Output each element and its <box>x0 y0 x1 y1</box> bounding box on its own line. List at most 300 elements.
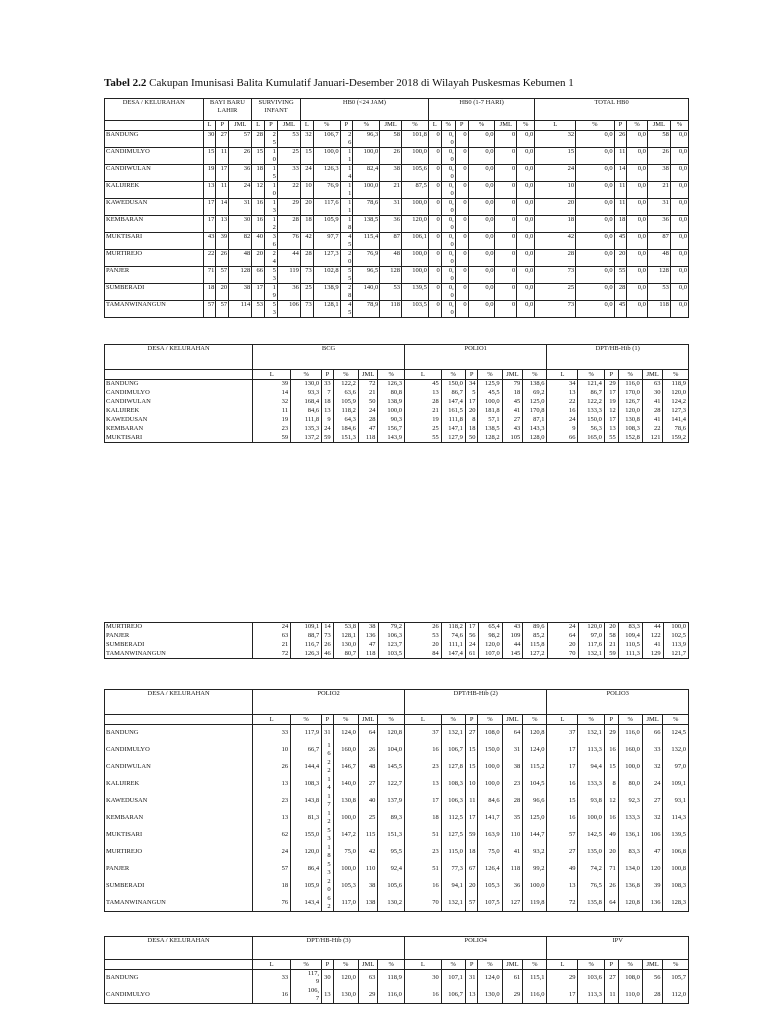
table-cell: 115,2 <box>523 759 547 776</box>
table-cell: 70 <box>547 650 578 659</box>
table-cell: 74,2 <box>578 861 604 878</box>
table-cell: 109 <box>502 632 523 641</box>
table-cell: 0 <box>495 199 517 216</box>
table-row <box>105 182 689 199</box>
table-cell: 23 <box>253 793 291 810</box>
table-cell: 53 <box>277 131 300 148</box>
table-cell: 13 <box>253 810 291 827</box>
table-cell: 20 <box>252 250 265 267</box>
table-cell: 165,0 <box>578 434 604 443</box>
subheader-cell: L <box>404 370 441 380</box>
table-cell: 57 <box>547 827 578 844</box>
table-cell: 102,5 <box>663 632 688 641</box>
table-cell: 19 <box>203 165 216 182</box>
subheader-cell: % <box>478 370 502 380</box>
table-cell: 12 <box>252 182 265 199</box>
table-cell: 0, 0 <box>441 131 455 148</box>
header-polio3: POLIO3 <box>547 690 689 715</box>
table-cell: 0,0 <box>468 233 495 250</box>
table-cell: 0,0 <box>468 131 495 148</box>
table-cell: 44 <box>502 641 523 650</box>
table-row <box>105 623 689 632</box>
table-cell: 130,2 <box>378 895 405 912</box>
table-cell: 143,8 <box>291 793 322 810</box>
desa-name: BANDUNG <box>106 380 139 388</box>
table-cell: 108,0 <box>478 725 502 742</box>
table-cell: 17 <box>203 199 216 216</box>
table-cell: 0 <box>495 301 517 318</box>
table-cell: 7 <box>322 389 333 398</box>
table-cell: 55 <box>604 434 618 443</box>
table-cell: 37 <box>547 725 578 742</box>
subheader-cell: P <box>340 121 353 131</box>
table-cell: 100,0 <box>523 878 547 895</box>
table-cell: 87,1 <box>523 416 547 425</box>
table-cell: 105,3 <box>478 878 502 895</box>
desa-name: CANDIMULYO <box>105 148 204 165</box>
table-cell: 0, 0 <box>441 301 455 318</box>
table-cell: 0, 0 <box>441 233 455 250</box>
table-cell: 24 <box>253 844 291 861</box>
table-cell: 0,0 <box>576 301 614 318</box>
subheader-cell: % <box>670 121 688 131</box>
table-cell: 143,9 <box>378 434 405 443</box>
table-cell: 32 <box>535 131 576 148</box>
table-cell: 17 <box>604 389 618 398</box>
table-row <box>105 434 689 443</box>
header-dpt3: DPT/HB-Hib (3) <box>253 937 405 960</box>
table-cell: 2 8 <box>340 284 353 301</box>
subheader-cell: % <box>578 370 604 380</box>
table-cell: 0,0 <box>468 250 495 267</box>
table-cell: 1 4 <box>322 776 333 793</box>
table-cell: 32 <box>300 131 313 148</box>
table-cell: 112,0 <box>663 987 689 1004</box>
table-cell: 117,6 <box>313 199 340 216</box>
table-cell: 0 <box>495 284 517 301</box>
table-cell: 14 <box>614 165 627 182</box>
table-row <box>105 407 689 416</box>
desa-name: KEMBARAN <box>106 814 144 821</box>
table-cell: 109,1 <box>663 776 689 793</box>
desa-name: PANJER <box>106 865 130 872</box>
table-cell: 106 <box>642 827 663 844</box>
table-cell: 27 <box>604 970 618 987</box>
table-cell: 43 <box>502 623 523 632</box>
table-cell: 0,0 <box>627 131 647 148</box>
table-cell: 38 <box>358 878 378 895</box>
table-cell: 26 <box>647 148 670 165</box>
subheader-blank <box>105 370 253 380</box>
table-cell: 18 <box>404 810 441 827</box>
table-row <box>105 131 689 148</box>
subheader-cell: % <box>313 121 340 131</box>
table-cell: 15 <box>300 148 313 165</box>
table-cell: 0,0 <box>517 267 535 284</box>
subheader-cell: % <box>378 715 405 725</box>
table-cell: 181,8 <box>478 407 502 416</box>
table-cell: 96,5 <box>353 267 380 284</box>
t4-body <box>105 970 689 1004</box>
table-cell: 20 <box>614 250 627 267</box>
table-cell: 27 <box>465 725 478 742</box>
table-cell: 0,0 <box>517 301 535 318</box>
table-cell: 100,0 <box>313 148 340 165</box>
table-cell: 117,0 <box>333 895 358 912</box>
table-cell: 31 <box>229 199 252 216</box>
table-cell: 120,8 <box>523 725 547 742</box>
table-cell: 138,6 <box>523 380 547 389</box>
subheader-cell: JML <box>229 121 252 131</box>
table-cell: 127,2 <box>523 650 547 659</box>
table-cell: 11 <box>465 793 478 810</box>
table-cell: 21 <box>358 389 378 398</box>
subheader-cell: % <box>618 960 642 970</box>
table-cell: 105,3 <box>333 878 358 895</box>
table-cell: 30 <box>642 389 663 398</box>
table-cell: 2 0 <box>340 250 353 267</box>
table-cell: 96,3 <box>353 131 380 148</box>
table-cell: 53,8 <box>333 623 358 632</box>
table-cell: 100,0 <box>663 623 688 632</box>
table-cell: 119,8 <box>523 895 547 912</box>
table-cell: 40 <box>358 793 378 810</box>
table-row <box>105 632 689 641</box>
table-cell: 26 <box>404 623 441 632</box>
table-cell: 63 <box>642 380 663 389</box>
table-cell: 126,7 <box>618 398 642 407</box>
table-cell: 29 <box>358 987 378 1004</box>
table-cell: 130,8 <box>333 793 358 810</box>
table-cell: 11 <box>253 407 291 416</box>
table-cell: 64 <box>502 725 523 742</box>
table-cell: 11 <box>614 148 627 165</box>
table-cell: 78,9 <box>353 301 380 318</box>
table-cell: 30 <box>322 970 333 987</box>
caption-label: Tabel 2.2 <box>104 77 147 89</box>
table-cell: 0,0 <box>576 199 614 216</box>
table-cell: 0 <box>428 165 441 182</box>
table-cell: 0, 0 <box>441 182 455 199</box>
table-cell: 0 <box>455 131 468 148</box>
table-cell: 23 <box>502 776 523 793</box>
table-cell: 106 <box>277 301 300 318</box>
t2-subheader <box>105 370 689 380</box>
table-cell: 36 <box>229 165 252 182</box>
table-cell: 1 6 <box>322 742 333 759</box>
subheader-cell: JML <box>502 715 523 725</box>
table-cell: 140,0 <box>353 284 380 301</box>
desa-name: SUMBERADI <box>105 284 204 301</box>
table-cell: 122 <box>642 632 663 641</box>
table-cell: 43 <box>203 233 216 250</box>
table-cell: 97,0 <box>663 759 689 776</box>
table-cell: 20 <box>404 641 441 650</box>
table-cell: 127,8 <box>441 759 465 776</box>
table-cell: 106,1 <box>402 233 429 250</box>
table-cell: 0,0 <box>670 199 688 216</box>
table-cell: 16 <box>547 776 578 793</box>
desa-name: BANDUNG <box>106 974 139 982</box>
table-caption <box>104 77 574 89</box>
subheader-cell: L <box>300 121 313 131</box>
table-cell: 0 <box>428 148 441 165</box>
table-cell: 156,7 <box>378 425 405 434</box>
table-cell: 141,7 <box>478 810 502 827</box>
table-cell: 24 <box>253 623 291 632</box>
table-cell: 128,1 <box>333 632 358 641</box>
subheader-cell: P <box>614 121 627 131</box>
table-cell: 17 <box>604 416 618 425</box>
table-cell: 22 <box>547 398 578 407</box>
desa-name: KEMBARAN <box>105 216 204 233</box>
table-cell: 151,3 <box>378 827 405 844</box>
subheader-cell: L <box>253 370 291 380</box>
table-cell: 135,3 <box>291 425 322 434</box>
table-row <box>105 793 689 810</box>
subheader-cell: L <box>547 960 578 970</box>
table-row <box>105 284 689 301</box>
table-cell: 93,2 <box>523 844 547 861</box>
table-cell: 120 <box>642 861 663 878</box>
table-cell: 9 <box>322 416 333 425</box>
table-cell: 33 <box>277 165 300 182</box>
table-cell: 0 <box>428 301 441 318</box>
table-cell: 28 <box>252 131 265 148</box>
table-cell: 29 <box>604 725 618 742</box>
table-cell: 82,4 <box>353 165 380 182</box>
table-cell: 161,5 <box>441 407 465 416</box>
subheader-cell: L <box>252 121 265 131</box>
table-cell: 0, 0 <box>441 216 455 233</box>
header-desa: DESA / KELURAHAN <box>105 690 253 715</box>
table-cell: 150,0 <box>478 742 502 759</box>
table-cell: 55 <box>404 434 441 443</box>
table-cell: 105,9 <box>313 216 340 233</box>
table-cell: 56 <box>465 632 478 641</box>
desa-name: CANDIWULAN <box>106 398 151 405</box>
header-hb0-24jam: HB0 (<24 JAM) <box>300 99 428 121</box>
table-cell: 100,0 <box>618 759 642 776</box>
table-cell: 113,9 <box>663 641 688 650</box>
subheader-cell: JML <box>642 370 663 380</box>
table-cell: 0,0 <box>576 233 614 250</box>
table-cell: 100,0 <box>353 148 380 165</box>
table-cell: 28 <box>277 216 300 233</box>
table-cell: 8 <box>604 776 618 793</box>
table-cell: 102,8 <box>313 267 340 284</box>
subheader-cell: % <box>663 370 689 380</box>
table-cell: 98,2 <box>478 632 502 641</box>
table-row <box>105 970 689 987</box>
subheader-cell: JML <box>358 370 378 380</box>
subheader-cell: % <box>291 370 322 380</box>
table-cell: 25 <box>300 284 313 301</box>
table-cell: 13 <box>604 425 618 434</box>
table-cell: 13 <box>404 389 441 398</box>
table-cell: 66 <box>547 434 578 443</box>
table-cell: 2 0 <box>322 878 333 895</box>
table-cell: 127,9 <box>441 434 465 443</box>
table-cell: 45 <box>502 398 523 407</box>
table-cell: 114 <box>229 301 252 318</box>
table-cell: 0,0 <box>627 199 647 216</box>
subheader-cell: JML <box>502 960 523 970</box>
desa-name: TAMANWINANGUN <box>106 649 166 657</box>
subheader-cell: % <box>333 960 358 970</box>
table-cell: 24 <box>642 776 663 793</box>
table-cell: 3 6 <box>265 233 278 250</box>
table-cell: 70 <box>404 895 441 912</box>
desa-name: CANDIMULYO <box>106 389 150 396</box>
table-cell: 2 6 <box>340 131 353 148</box>
table-cell: 87 <box>647 233 670 250</box>
subheader-cell: % <box>523 715 547 725</box>
table-row <box>105 165 689 182</box>
table-cell: 124,0 <box>478 970 502 987</box>
table-cell: 109,1 <box>291 623 322 632</box>
table-cell: 79 <box>502 380 523 389</box>
subheader-cell: % <box>523 960 547 970</box>
table-cell: 85,2 <box>523 632 547 641</box>
table-cell: 139,5 <box>663 827 689 844</box>
table-cell: 137,9 <box>378 793 405 810</box>
desa-name: MUKTISARI <box>106 831 143 838</box>
table-cell: 170,8 <box>523 407 547 416</box>
table-cell: 15 <box>465 742 478 759</box>
table-cell: 133,3 <box>578 407 604 416</box>
table-cell: 160,0 <box>333 742 358 759</box>
table-cell: 59 <box>604 650 618 659</box>
table-cell: 100,0 <box>478 776 502 793</box>
table-cell: 15 <box>252 148 265 165</box>
table-cell: 0,0 <box>670 233 688 250</box>
table-cell: 92,3 <box>618 793 642 810</box>
table-cell: 14 <box>216 199 229 216</box>
table-cell: 5 3 <box>265 301 278 318</box>
table-dpt3-polio4-ipv <box>104 936 689 1004</box>
table-bcg-polio1-dpt1-continued <box>104 622 689 659</box>
table-cell: 10 <box>465 776 478 793</box>
table-cell: 24 <box>322 425 333 434</box>
table-cell: 0 <box>428 182 441 199</box>
table-row <box>105 895 689 912</box>
table-cell: 81,3 <box>291 810 322 827</box>
table-cell: 36 <box>502 878 523 895</box>
table-cell: 28 <box>300 250 313 267</box>
table-cell: 25 <box>535 284 576 301</box>
table-cell: 18 <box>252 165 265 182</box>
table-row <box>105 216 689 233</box>
table-row <box>105 148 689 165</box>
desa-name: MUKTISARI <box>105 233 204 250</box>
table-row <box>105 380 689 389</box>
table-cell: 5 3 <box>322 827 333 844</box>
table-cell: 18 <box>300 216 313 233</box>
desa-name: MURTIREJO <box>106 623 143 631</box>
table-cell: 0 <box>428 267 441 284</box>
table-cell: 87,5 <box>402 182 429 199</box>
table-cell: 41 <box>642 416 663 425</box>
desa-name: KALIJIREK <box>106 407 140 414</box>
table-cell: 105,6 <box>402 165 429 182</box>
table-cell: 97,0 <box>578 632 604 641</box>
table-cell: 24 <box>300 165 313 182</box>
table-cell: 130,0 <box>333 641 358 650</box>
table-cell: 0,0 <box>517 199 535 216</box>
table-cell: 62 <box>253 827 291 844</box>
table-cell: 5 3 <box>322 861 333 878</box>
table-cell: 27 <box>358 776 378 793</box>
table-cell: 61 <box>502 970 523 987</box>
table-cell: 75,0 <box>478 844 502 861</box>
table-cell: 106,8 <box>663 844 689 861</box>
table-cell: 29 <box>604 380 618 389</box>
table-cell: 136 <box>359 632 379 641</box>
subheader-blank <box>105 960 253 970</box>
table-cell: 28 <box>358 416 378 425</box>
table-cell: 25 <box>277 148 300 165</box>
table-cell: 0 <box>455 301 468 318</box>
table-cell: 100,0 <box>378 407 405 416</box>
table-cell: 86,7 <box>578 389 604 398</box>
table-cell: 30 <box>404 970 441 987</box>
table-cell: 97,7 <box>313 233 340 250</box>
table-cell: 13 <box>253 776 291 793</box>
table-cell: 127,5 <box>441 827 465 844</box>
table-cell: 69,2 <box>523 389 547 398</box>
table-cell: 115,4 <box>353 233 380 250</box>
table-cell: 0 <box>495 165 517 182</box>
table-row <box>105 416 689 425</box>
table-cell: 1 5 <box>265 165 278 182</box>
table-cell: 31 <box>465 970 478 987</box>
table-cell: 73 <box>300 301 313 318</box>
table-cell: 82 <box>229 233 252 250</box>
table-cell: 136 <box>642 895 663 912</box>
table-cell: 0 <box>455 250 468 267</box>
table-cell: 121,4 <box>578 380 604 389</box>
table-bcg-polio1-dpt1 <box>104 344 689 443</box>
subheader-cell: JML <box>358 960 378 970</box>
desa-name: TAMANWINANGUN <box>106 898 166 906</box>
table-cell: 64 <box>358 725 378 742</box>
subheader-cell: % <box>627 121 647 131</box>
table-cell: 1 2 <box>265 216 278 233</box>
table-cell: 134,0 <box>618 861 642 878</box>
table-cell: 42 <box>358 844 378 861</box>
table-cell: 45 <box>614 233 627 250</box>
table-cell: 0,0 <box>517 284 535 301</box>
table-cell: 31 <box>322 725 333 742</box>
table-cell: 118,9 <box>663 380 689 389</box>
table-cell: 147,4 <box>441 398 465 407</box>
table-cell: 38 <box>229 284 252 301</box>
table-cell: 105,9 <box>333 398 358 407</box>
table-cell: 0, 0 <box>441 284 455 301</box>
table-cell: 0 <box>428 216 441 233</box>
table-cell: 21 <box>253 641 291 650</box>
table-cell: 24 <box>547 623 578 632</box>
table-cell: 76,9 <box>313 182 340 199</box>
table-cell: 0,0 <box>468 199 495 216</box>
subheader-cell: % <box>378 960 405 970</box>
table-cell: 2 4 <box>265 250 278 267</box>
table-cell: 100,0 <box>402 267 429 284</box>
table-cell: 138,5 <box>478 425 502 434</box>
table-cell: 160,0 <box>618 742 642 759</box>
table-cell: 132,1 <box>578 725 604 742</box>
